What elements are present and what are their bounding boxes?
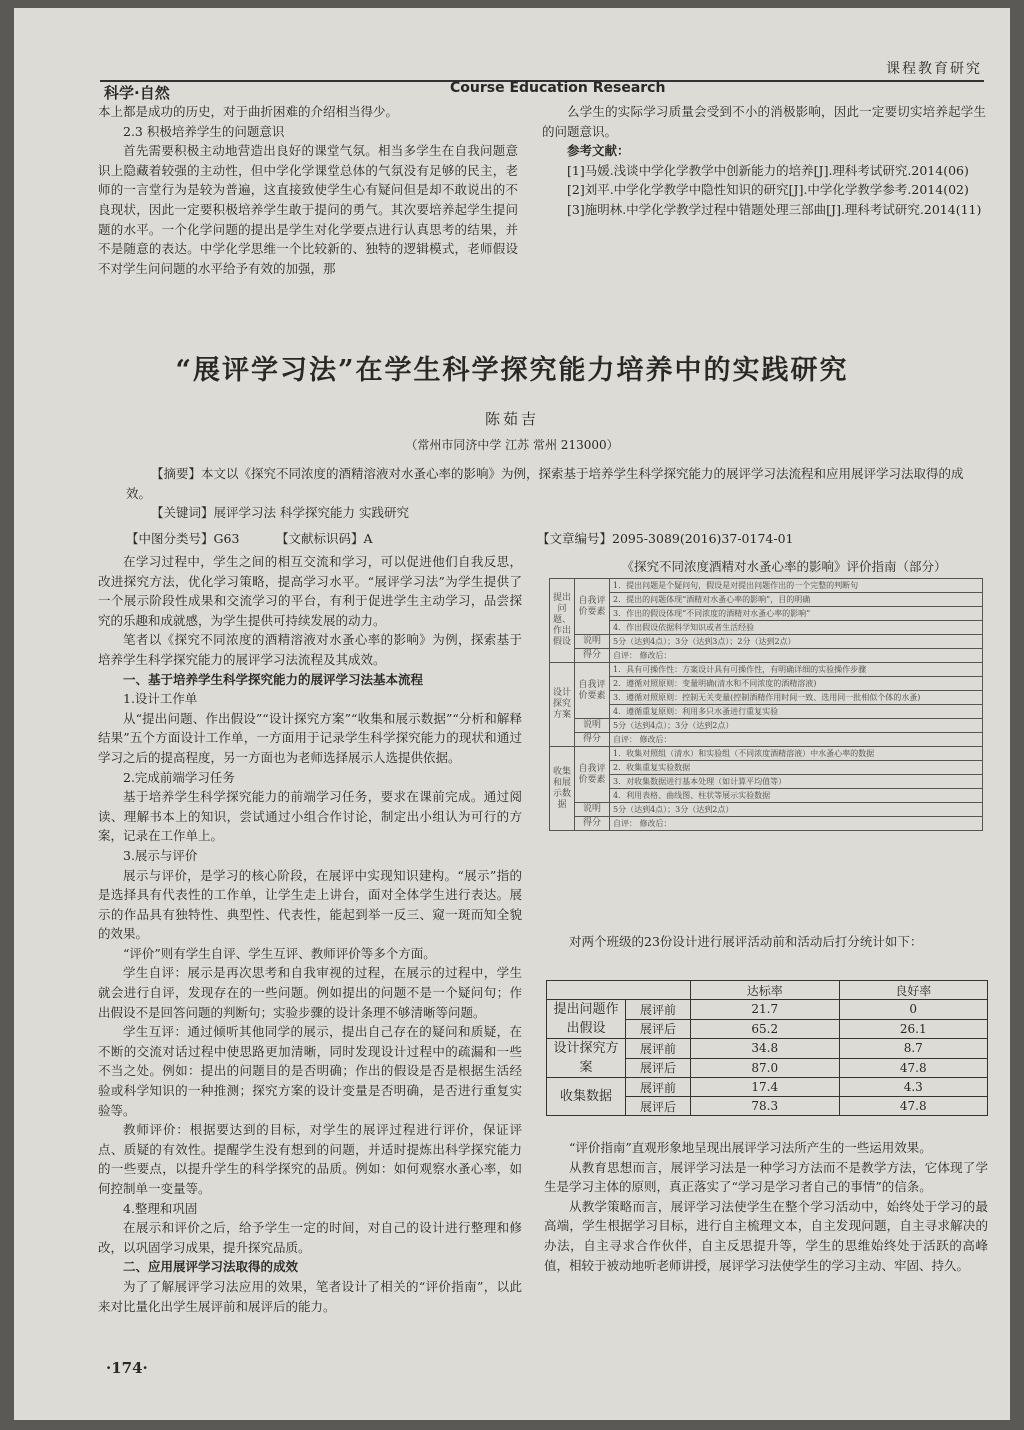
guide-section-label: 设计探究方案 [550, 663, 575, 747]
guide-criterion: 1．提出问题是个疑问句，假设是对提出问题作出的一个完整的判断句 [610, 579, 983, 593]
body-paragraph: 为了了解展评学习法应用的效果，笔者设计了相关的“评价指南”，以此来对比量化出学生展评前和展评后的能力。 [98, 1278, 522, 1314]
guide-criterion: 1．具有可操作性：方案设计具有可操作性，有明确详细的实验操作步骤 [610, 663, 983, 677]
keywords: 【关键词】展评学习法 科学探究能力 实践研究 [151, 505, 409, 521]
stats-value: 17.4 [691, 1078, 840, 1097]
guide-row-value: 自评： 修改后： [610, 733, 983, 747]
guide-row [550, 775, 983, 789]
guide-row-label: 得分 [575, 733, 610, 747]
article-right-column [544, 1138, 988, 1275]
stats-corner [547, 981, 691, 1000]
stats-value: 26.1 [839, 1019, 988, 1039]
stats-category: 收集数据 [547, 1078, 626, 1116]
stats-intro-text: 对两个班级的23份设计进行展评活动前和活动后打分统计如下： [569, 934, 923, 949]
guide-row [550, 635, 983, 649]
guide-row-value: 自评： 修改后： [610, 649, 983, 663]
stats-category: 提出问题作出假设 [547, 1000, 626, 1039]
guide-row-label: 说明 [575, 719, 610, 733]
body-paragraph: 在展示和评价之后，给予学生一定的时间，对自己的设计进行整理和修改，以巩固学习成果，提升探究品质。 [98, 1220, 522, 1255]
guide-row [550, 607, 983, 621]
guide-row-value: 5分（达到4点）；3分（达到3点）；2分（达到2点） [610, 635, 983, 649]
guide-criterion: 2．提出的问题体现“酒精对水蚤心率的影响”，目的明确 [610, 593, 983, 607]
guide-criteria-label: 自我评价要素 [575, 747, 610, 803]
body-paragraph: 笔者以《探究不同浓度的酒精溶液对水蚤心率的影响》为例，探索基于培养学生科学探究能力的展评学习法流程及其成效。 [98, 632, 522, 667]
reference-item: [2]刘平.中学化学教学中隐性知识的研究[J].中学化学教学参考.2014(02) [567, 182, 969, 198]
guide-row-value: 自评： 修改后： [610, 817, 983, 831]
guide-row [550, 789, 983, 803]
body-paragraph: “评价指南”直观形象地呈现出展评学习法所产生的一些运用效果。 [569, 1140, 932, 1155]
guide-criteria-label: 自我评价要素 [575, 663, 610, 719]
evaluation-guide-table [549, 578, 983, 831]
stats-intro [544, 932, 988, 952]
guide-row [550, 705, 983, 719]
guide-row [550, 719, 983, 733]
stats-value: 21.7 [691, 1000, 840, 1020]
guide-row [550, 663, 983, 677]
guide-row [550, 579, 983, 593]
section-header: 科学·自然 [104, 84, 170, 102]
abstract-text: 【摘要】本文以《探究不同浓度的酒精溶液对水蚤心率的影响》为例，探索基于培养学生科学探究能力的展评学习法流程和应用展评学习法取得的成效。 [126, 466, 964, 501]
guide-row [550, 747, 983, 761]
guide-row [550, 677, 983, 691]
guide-section-label: 收集和展示数据 [550, 747, 575, 831]
guide-row [550, 803, 983, 817]
stats-phase: 展评后 [626, 1019, 691, 1039]
guide-caption: 《探究不同浓度酒精对水蚤心率的影响》评价指南（部分） [621, 559, 947, 574]
body-paragraph: 学生自评：展示是再次思考和自我审视的过程，在展示的过程中，学生就会进行自评，发现存在的一些问题。例如提出的问题不是一个疑问句；作出假设不是回答问题的判断句；实验步骤的设计条理不够清晰等问题。 [98, 965, 522, 1020]
stats-phase: 展评前 [626, 1000, 691, 1020]
guide-criterion: 3．对收集数据进行基本处理（如计算平均值等） [610, 775, 983, 789]
prev-article-left-column [98, 102, 518, 278]
reference-item: [1]马媛.浅谈中学化学教学中创新能力的培养[J].理科考试研究.2014(06) [567, 162, 969, 178]
guide-criterion: 4．利用表格、曲线图、柱状等展示实验数据 [610, 789, 983, 803]
stats-phase: 展评前 [626, 1078, 691, 1097]
stats-phase: 展评后 [626, 1058, 691, 1078]
body-paragraph: 展示与评价，是学习的核心阶段，在展评中实现知识建构。“展示”指的是选择具有代表性的工作单，让学生走上讲台，面对全体学生进行表达。展示的作品具有独特性、典型性、代表性，能起到举一反三、窥一斑而知全貌的效果。 [98, 867, 522, 942]
guide-criterion: 4．遵循重复原则：利用多只水蚤进行重复实验 [610, 705, 983, 719]
score-statistics-table [546, 980, 988, 1116]
prev-paragraph: 么学生的实际学习质量会受到不小的消极影响，因此一定要切实培养起学生的问题意识。 [542, 104, 986, 139]
guide-criterion: 2．遵循对照原则：变量明确(清水和不同浓度的酒精溶液) [610, 677, 983, 691]
guide-row [550, 621, 983, 635]
prev-subheading: 2.3 积极培养学生的问题意识 [123, 123, 285, 139]
stats-value: 87.0 [691, 1058, 840, 1078]
body-paragraph: 3.展示与评价 [123, 847, 198, 863]
body-paragraph: 4.整理和巩固 [123, 1200, 198, 1216]
body-paragraph: “评价”则有学生自评、学生互评、教师评价等多个方面。 [123, 945, 436, 961]
stats-value: 0 [839, 1000, 988, 1020]
guide-criterion: 1．收集对照组（清水）和实验组（不同浓度酒精溶液）中水蚤心率的数据 [610, 747, 983, 761]
guide-row [550, 649, 983, 663]
stats-value: 34.8 [691, 1039, 840, 1059]
stats-row [547, 1000, 988, 1020]
article-author: 陈茹吉 [484, 410, 539, 428]
prev-article-right-column [542, 102, 986, 220]
author-affiliation: （常州市同济中学 江苏 常州 213000） [405, 438, 619, 452]
stats-value: 47.8 [839, 1097, 988, 1116]
guide-row-value: 5分（达到4点）；3分（达到2点） [610, 803, 983, 817]
guide-row [550, 761, 983, 775]
guide-criterion: 4．作出假设依据科学知识或者生活经验 [610, 621, 983, 635]
stats-value: 78.3 [691, 1097, 840, 1116]
body-paragraph: 学生互评：通过倾听其他同学的展示，提出自己存在的疑问和质疑，在不断的交流对话过程中使思路更加清晰，同时发现设计过程中的疏漏和一些不当之处。例如：提出的问题目的是否明确；作出的假设是否是根据生活经验或科学知识的一种推测；探究方案的设计变量是否明确，是否进行重复实验等。 [98, 1024, 522, 1118]
prev-paragraph: 本上都是成功的历史，对于曲折困难的介绍相当得少。 [98, 104, 399, 119]
stats-category: 设计探究方案 [547, 1039, 626, 1078]
journal-english-header: Course Education Research [450, 80, 666, 96]
guide-row-label: 得分 [575, 817, 610, 831]
article-number: 【文章编号】2095-3089(2016)37-0174-01 [537, 531, 794, 546]
guide-row-value: 5分（达到4点）；3分（达到2点） [610, 719, 983, 733]
body-paragraph: 1.设计工作单 [123, 691, 198, 707]
journal-name-header: 课程教育研究 [886, 61, 982, 77]
article-left-column [98, 552, 522, 1316]
body-paragraph: 在学习过程中，学生之间的相互交流和学习，可以促进他们自我反思，改进探究方法，优化学习策略，提高学习水平。“展评学习法”为学生提供了一个展示阶段性成果和交流学习的平台，有利于促进学生主动学习，品尝探究的乐趣和成就感，为学生提供可持续发展的动力。 [98, 554, 522, 628]
prev-paragraph: 首先需要积极主动地营造出良好的课堂气氛。相当多学生在自我问题意识上隐藏着较强的主动性，但中学化学课堂总体的气氛没有足够的民主，老师的一言堂行为是较为普遍，这直接致使学生心有疑问但是却不敢说出的不良现状，因此一定要积极培养学生敢于提问的勇气。其次要培养起学生提问题的水平。一个化学问题的提出是学生对化学要点进行认真思考的结果，并不是随意的表达。中学化学思维一个比较新的、独特的逻辑模式，老师假设不对学生问问题的水平给予有效的加强，那 [98, 143, 518, 276]
guide-criteria-label: 自我评价要素 [575, 579, 610, 635]
section-heading: 一、基于培养学生科学探究能力的展评学习法基本流程 [123, 671, 424, 687]
body-paragraph: 2.完成前端学习任务 [123, 769, 235, 785]
clc-number: 【中图分类号】G63 [126, 531, 240, 546]
stats-phase: 展评前 [626, 1039, 691, 1059]
guide-row [550, 733, 983, 747]
body-paragraph: 基于培养学生科学探究能力的前端学习任务，要求在课前完成。通过阅读、理解书本上的知识，尝试通过小组合作讨论，制定出小组认为可行的方案，记录在工作单上。 [98, 789, 522, 844]
body-paragraph: 从“提出问题、作出假设”“设计探究方案”“收集和展示数据”“分析和解释结果”五个方面设计工作单，一方面用于记录学生科学探究能力的现状和通过学习之后的提高程度，另一方面也为老师选择展示人选提供依据。 [98, 710, 522, 765]
guide-row-label: 说明 [575, 803, 610, 817]
stats-value: 65.2 [691, 1019, 840, 1039]
journal-page [14, 8, 1010, 1420]
stats-column-header: 达标率 [691, 981, 840, 1000]
document-code: 【文献标识码】A [276, 531, 373, 546]
stats-column-header: 良好率 [839, 981, 988, 1000]
stats-value: 4.3 [839, 1078, 988, 1097]
stats-row [547, 1039, 988, 1059]
page-number: ·174· [106, 1359, 148, 1377]
guide-row [550, 593, 983, 607]
section-heading: 二、应用展评学习法取得的成效 [123, 1259, 299, 1275]
body-paragraph: 从教育思想而言，展评学习法是一种学习方法而不是教学方法，它体现了学生是学习主体的原则，真正落实了“学习是学习者自己的事情”的信条。 [544, 1159, 988, 1195]
stats-value: 47.8 [839, 1058, 988, 1078]
stats-header-row [547, 981, 988, 1000]
article-title: “展评学习法”在学生科学探究能力培养中的实践研究 [175, 355, 849, 386]
stats-value: 8.7 [839, 1039, 988, 1059]
guide-row [550, 691, 983, 705]
guide-criterion: 2．收集重复实验数据 [610, 761, 983, 775]
guide-criterion: 3．遵循对照原则：控制无关变量(控制酒精作用时间一致、选用同一批相似个体的水蚤) [610, 691, 983, 705]
references-heading: 参考文献： [567, 143, 630, 159]
abstract [126, 464, 984, 523]
stats-phase: 展评后 [626, 1097, 691, 1116]
guide-row-label: 得分 [575, 649, 610, 663]
reference-item: [3]施明林.中学化学教学过程中错题处理三部曲[J].理科考试研究.2014(11) [567, 201, 982, 217]
guide-criterion: 3．作出的假设体现“不同浓度的酒精对水蚤心率的影响” [610, 607, 983, 621]
guide-row-label: 说明 [575, 635, 610, 649]
guide-row [550, 817, 983, 831]
body-paragraph: 教师评价：根据要达到的目标，对学生的展评过程进行评价，保证评点、质疑的有效性。提醒学生没有想到的问题，并适时提炼出科学探究能力的一些要点，以提升学生的科学探究的品质。例如：如何观察水蚤心率，如何控制单一变量等。 [98, 1122, 522, 1196]
guide-section-label: 提出问题、作出假设 [550, 579, 575, 663]
stats-row [547, 1078, 988, 1097]
body-paragraph: 从教学策略而言，展评学习法使学生在整个学习活动中，始终处于学习的最高端，学生根据学习目标，进行自主梳理文本，自主发现问题，自主寻求解决的办法，自主寻求合作伙伴，自主反思提升等，学生的思维始终处于活跃的高峰值，相较于被动地听老师讲授，展评学习法使学生的学习主动、牢固、持久。 [544, 1198, 988, 1273]
